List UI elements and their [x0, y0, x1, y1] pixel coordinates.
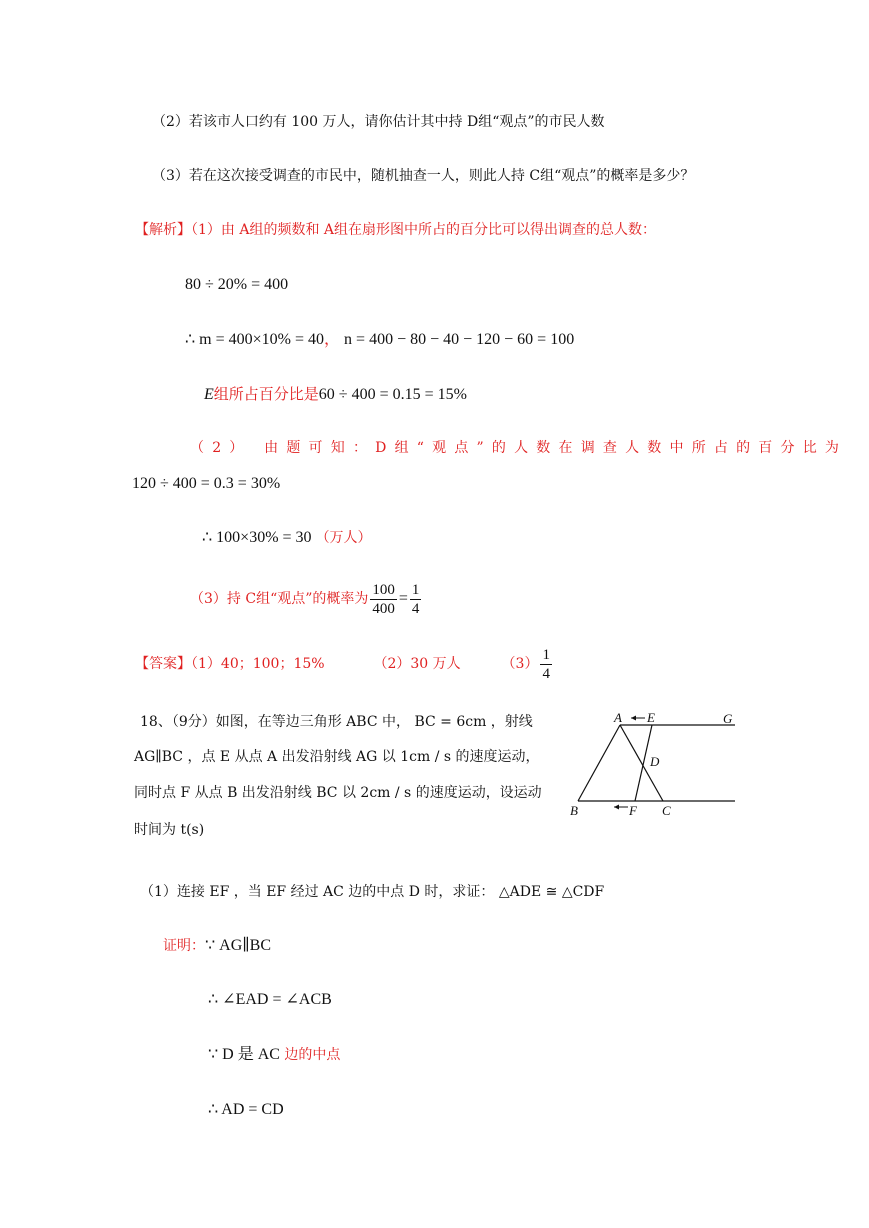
- analysis-eq3: [204, 384, 467, 405]
- analysis-p1: （1）由 A组的频数和 A组在扇形图中所占的百分比可以得出调查的总人数：: [191, 222, 657, 238]
- eq2-b: n = 400 − 80 − 40 − 120 − 60 = 100: [344, 331, 575, 348]
- label-c: C: [662, 803, 671, 818]
- q18-line-1: 18、（9分）如图，在等边三角形 ABC 中， BC = 6cm ，射线: [140, 714, 533, 730]
- analysis-p2: （2） 由题可知：D组“观点”的人数在调查人数中所占的百分比为: [190, 440, 848, 456]
- proof-line-2: ∴ ∠EAD = ∠ACB: [208, 991, 332, 1008]
- analysis-eq1: 80 ÷ 20% = 400: [185, 276, 289, 293]
- answer-a2: （2）30 万人: [373, 656, 461, 672]
- p3-res-den: 4: [411, 600, 420, 617]
- label-a: A: [614, 710, 622, 725]
- p3-text: （3）持 C组“观点”的概率为: [190, 591, 369, 607]
- q18-line-3: 同时点 F 从点 B 出发沿射线 BC 以 2cm / s 的速度运动，设运动: [134, 785, 542, 801]
- question-part-3: （3）若在这次接受调查的市民中，随机抽查一人，则此人持 C组“观点”的概率是多少？: [152, 168, 695, 184]
- proof-1: ∵ AG∥BC: [205, 937, 272, 954]
- label-b: B: [570, 803, 578, 818]
- analysis-p2-result: [202, 528, 372, 548]
- proof-line-1: [163, 936, 271, 956]
- p3-res-num: 1: [411, 581, 420, 598]
- p3-frac-den: 400: [372, 600, 395, 617]
- q18-sub-1: （1）连接 EF ，当 EF 经过 AC 边的中点 D 时，求证： △ADE ≅ △CDF: [140, 884, 605, 900]
- geometry-figure: [565, 705, 745, 820]
- side-ab: [578, 725, 620, 801]
- arrow-f-head: [614, 805, 619, 810]
- answer-a1: （1）40；100；15%: [191, 656, 325, 672]
- p3-frac-num: 100: [372, 581, 395, 598]
- analysis-p2-eq: 120 ÷ 400 = 0.3 = 30%: [132, 475, 281, 492]
- eq3-var: E: [204, 386, 214, 403]
- q18-line-4: 时间为 t(s): [134, 822, 205, 838]
- answer-tag: 【答案】: [135, 656, 191, 672]
- proof-3a: ∵ D 是 AC: [208, 1046, 280, 1063]
- p3-eq: =: [398, 590, 408, 607]
- analysis-eq2: [185, 330, 574, 350]
- proof-line-3: [208, 1045, 340, 1065]
- question-part-2: （2）若该市人口约有 100 万人，请你估计其中持 D组“观点”的市民人数: [152, 114, 605, 130]
- analysis-line-1: [135, 220, 656, 240]
- answer-frac-num: 1: [542, 646, 550, 663]
- eq3-val: 60 ÷ 400 = 0.15 = 15%: [318, 386, 467, 403]
- analysis-tag: 【解析】: [135, 222, 191, 238]
- label-f: F: [629, 803, 637, 818]
- q18-line-2: AG∥BC ，点 E 从点 A 出发沿射线 AG 以 1cm / s 的速度运动，: [134, 749, 540, 765]
- eq2-sep: ，: [324, 331, 341, 348]
- label-d: D: [650, 754, 660, 769]
- eq2-a: ∴ m = 400×10% = 40: [185, 331, 325, 348]
- p3-result-fraction: [410, 581, 422, 618]
- analysis-p3: [190, 578, 423, 620]
- eq3-text: 组所占百分比是: [213, 385, 319, 403]
- p2-res: ∴ 100×30% = 30: [202, 529, 312, 546]
- answer-fraction: [540, 646, 552, 683]
- answer-a3: （3）: [501, 656, 539, 672]
- answer-frac-den: 4: [542, 665, 550, 682]
- proof-line-4: ∴ AD = CD: [208, 1101, 284, 1118]
- proof-3b: 边的中点: [284, 1047, 341, 1063]
- p2-unit: （万人）: [315, 530, 372, 546]
- label-e: E: [647, 710, 655, 725]
- p3-fraction: [370, 581, 397, 618]
- answer-line: [135, 643, 554, 685]
- proof-tag: 证明：: [163, 938, 205, 954]
- label-g: G: [723, 711, 733, 726]
- arrow-e-head: [631, 716, 636, 721]
